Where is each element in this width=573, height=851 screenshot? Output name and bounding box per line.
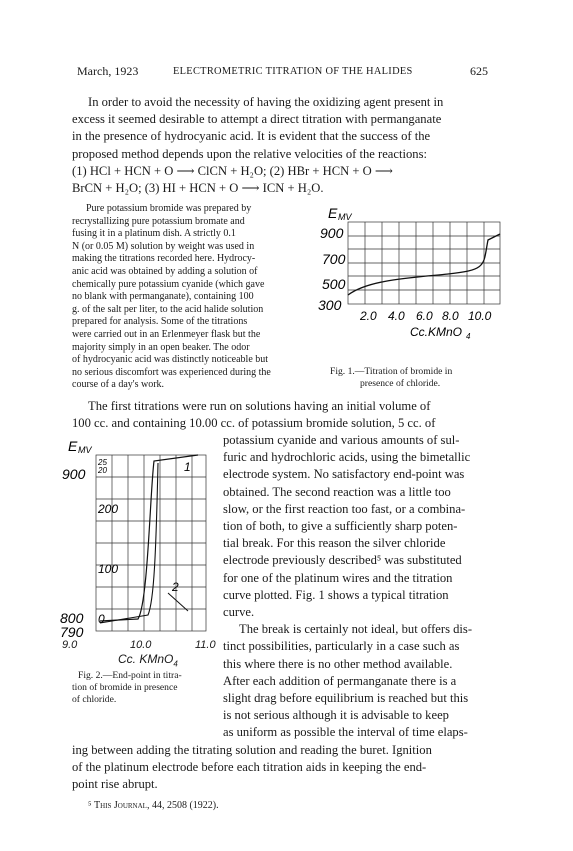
para2-line: 100 cc. and containing 10.00 cc. of potassium bromide solution, 5 cc. of (72, 416, 436, 431)
fig1-ylabel: E (328, 205, 338, 221)
fig1-xtick: 6.0 (416, 309, 433, 323)
small-line: anic acid was obtained by adding a solution of (72, 265, 258, 277)
fig2-tail-line (168, 593, 188, 611)
wrap-line: slight drag before equilibrium is reached but this (223, 691, 469, 706)
fig2-caption-line1: Fig. 2.—End-point in titra- (78, 670, 182, 681)
wrap-line: potassium cyanide and various amounts of sul- (223, 433, 460, 447)
running-date: March, 1923 (77, 64, 139, 78)
small-line: Pure potassium bromide was prepared by (86, 203, 252, 214)
small-line: chemically pure potassium cyanide (which gave (72, 278, 265, 290)
fig1-xtick: 4.0 (388, 309, 405, 323)
fig1-xtick: 10.0 (468, 309, 492, 323)
fig2-ytick: 800 (60, 610, 84, 626)
tail-line: of the platinum electrode before each titration aids in keeping the end- (72, 760, 427, 775)
wrap-line: electrode previously described⁵ was substituted (223, 553, 462, 568)
fig2-xlabel-text: Cc. KMnO (118, 652, 174, 666)
footnote (88, 800, 219, 811)
small-line: recrystallizing pure potassium bromate and (72, 215, 245, 227)
figure-1-chart (318, 200, 518, 360)
fig1-curve (348, 234, 500, 295)
fig2-ytick: 900 (62, 466, 86, 482)
footnote-citation: 44, 2508 (1922). (149, 800, 219, 811)
fig1-xlabel-sub: 4 (466, 332, 471, 341)
intro-line: in the presence of hydrocyanic acid. It is evident that the success of the (72, 129, 431, 144)
page-number: 625 (470, 64, 488, 78)
fig1-ytick: 700 (322, 251, 346, 267)
fig1-xtick: 8.0 (442, 309, 459, 323)
wrap-line: tial break. For this reason the silver chloride (223, 536, 446, 551)
fig2-ytick: 200 (98, 502, 119, 516)
wrap-line: curve. (223, 605, 255, 620)
fig2-caption-line2: tion of bromide in presence (72, 682, 178, 693)
fig1-ytick: 500 (322, 276, 346, 292)
wrap-line: is not serious although it is advisable to keep (223, 708, 449, 723)
wrap-line: as uniform as possible the interval of time elaps- (223, 725, 468, 740)
wrap-line: electrode system. No satisfactory end-point was (223, 467, 465, 482)
wrap-line: obtained. The second reaction was a little too (223, 484, 451, 499)
small-line: fusing it in a platinum dish. A strictly 0.1 (72, 228, 236, 240)
fig2-curve-1 (100, 455, 198, 621)
fig1-grid (348, 222, 500, 304)
footnote-journal: This Journal, (94, 800, 150, 811)
small-line: were carried out in an Erlenmeyer flask but the (72, 328, 261, 340)
tail-paragraph (72, 742, 512, 794)
running-title: ELECTROMETRIC TITRATION OF THE HALIDES (173, 66, 413, 77)
fig2-inner-label: 0 (98, 612, 105, 626)
wrap-line: tion of both, to give a sufficiently sharp poten- (223, 519, 458, 534)
figure-2-chart (58, 433, 218, 643)
small-line: making the titrations recorded here. Hydrocy- (72, 253, 256, 265)
small-line: no blank with permanganate), containing 100 (72, 291, 254, 303)
fig2-inner-label: 25 (98, 458, 107, 467)
fig1-xtick: 2.0 (360, 309, 377, 323)
small-line: no serious discomfort was experienced during the (72, 366, 271, 378)
tail-line: ing between adding the titrating solution and reading the buret. Ignition (72, 743, 432, 757)
wrap-line: tinct possibilities, particularly in a case such as (223, 639, 460, 654)
fig1-ylabel-sub: MV (338, 212, 352, 222)
intro-line: (1) HCl + HCN + O ⟶ ClCN + H₂O; (2) HBr + HCN + O ⟶ (72, 163, 393, 178)
fig2-ytick: 100 (98, 562, 119, 576)
fig2-xtick: 10.0 (130, 639, 152, 651)
wrap-line: curve plotted. Fig. 1 shows a typical titration (223, 587, 449, 602)
small-line: course of a day's work. (72, 379, 165, 391)
fig2-curve-label: 2 (172, 580, 179, 594)
wrap-text-block (223, 432, 513, 742)
intro-paragraph (72, 94, 512, 197)
intro-line: proposed method depends upon the relative velocities of the reactions: (72, 146, 427, 161)
fig2-ylabel: E (68, 438, 78, 454)
fig1-xlabel: Cc.KMnO (410, 325, 463, 339)
intro-line: excess it seemed desirable to attempt a direct titration with permanganate (72, 112, 442, 127)
small-text-block (72, 203, 316, 392)
wrap-line: The break is certainly not ideal, but offers dis- (239, 622, 473, 637)
wrap-line: After each addition of permanganate there is a (223, 673, 457, 688)
small-line: g. of the salt per liter, to the acid halide solution (72, 303, 264, 315)
fig1-caption-line2: presence of chloride. (360, 378, 441, 389)
fig2-inner-label: 20 (98, 466, 107, 475)
intro-line: BrCN + H₂O; (3) HI + HCN + O ⟶ ICN + H₂O. (72, 181, 324, 196)
fig1-ytick: 900 (320, 225, 344, 241)
fig2-ytick: 790 (60, 624, 84, 640)
fig2-xlabel-sub: 4 (173, 659, 178, 669)
paragraph-2 (72, 398, 512, 432)
wrap-line: slow, or the first reaction too fast, or a combina- (223, 501, 466, 516)
small-line: N (or 0.05 M) solution by weight was used in (72, 240, 255, 252)
wrap-line: furic and hydrochloric acids, using the bimetallic (223, 450, 471, 465)
fig2-xlabel (118, 652, 178, 668)
fig2-curve-label: 1 (184, 460, 191, 474)
footnote-number: ⁵ (88, 800, 92, 811)
wrap-line: this where there is no other method available. (223, 656, 453, 671)
intro-line: In order to avoid the necessity of having the oxidizing agent present in (88, 95, 444, 109)
fig1-caption-line1: Fig. 1.—Titration of bromide in (330, 366, 453, 377)
small-line: majority simply in an open beaker. The odor (72, 341, 250, 353)
fig2-ylabel-sub: MV (78, 445, 92, 455)
para2-line: The first titrations were run on solutions having an initial volume of (88, 399, 431, 413)
fig1-ytick: 300 (318, 297, 342, 313)
fig2-caption-line3: of chloride. (72, 694, 117, 705)
small-line: of hydrocyanic acid was distinctly noticeable but (72, 354, 269, 366)
fig2-xtick: 11.0 (195, 639, 216, 651)
tail-line: point rise abrupt. (72, 777, 158, 792)
fig2-xtick: 9.0 (62, 639, 78, 651)
small-line: prepared for analysis. Some of the titrations (72, 316, 248, 328)
wrap-line: for one of the platinum wires and the titration (223, 570, 453, 585)
